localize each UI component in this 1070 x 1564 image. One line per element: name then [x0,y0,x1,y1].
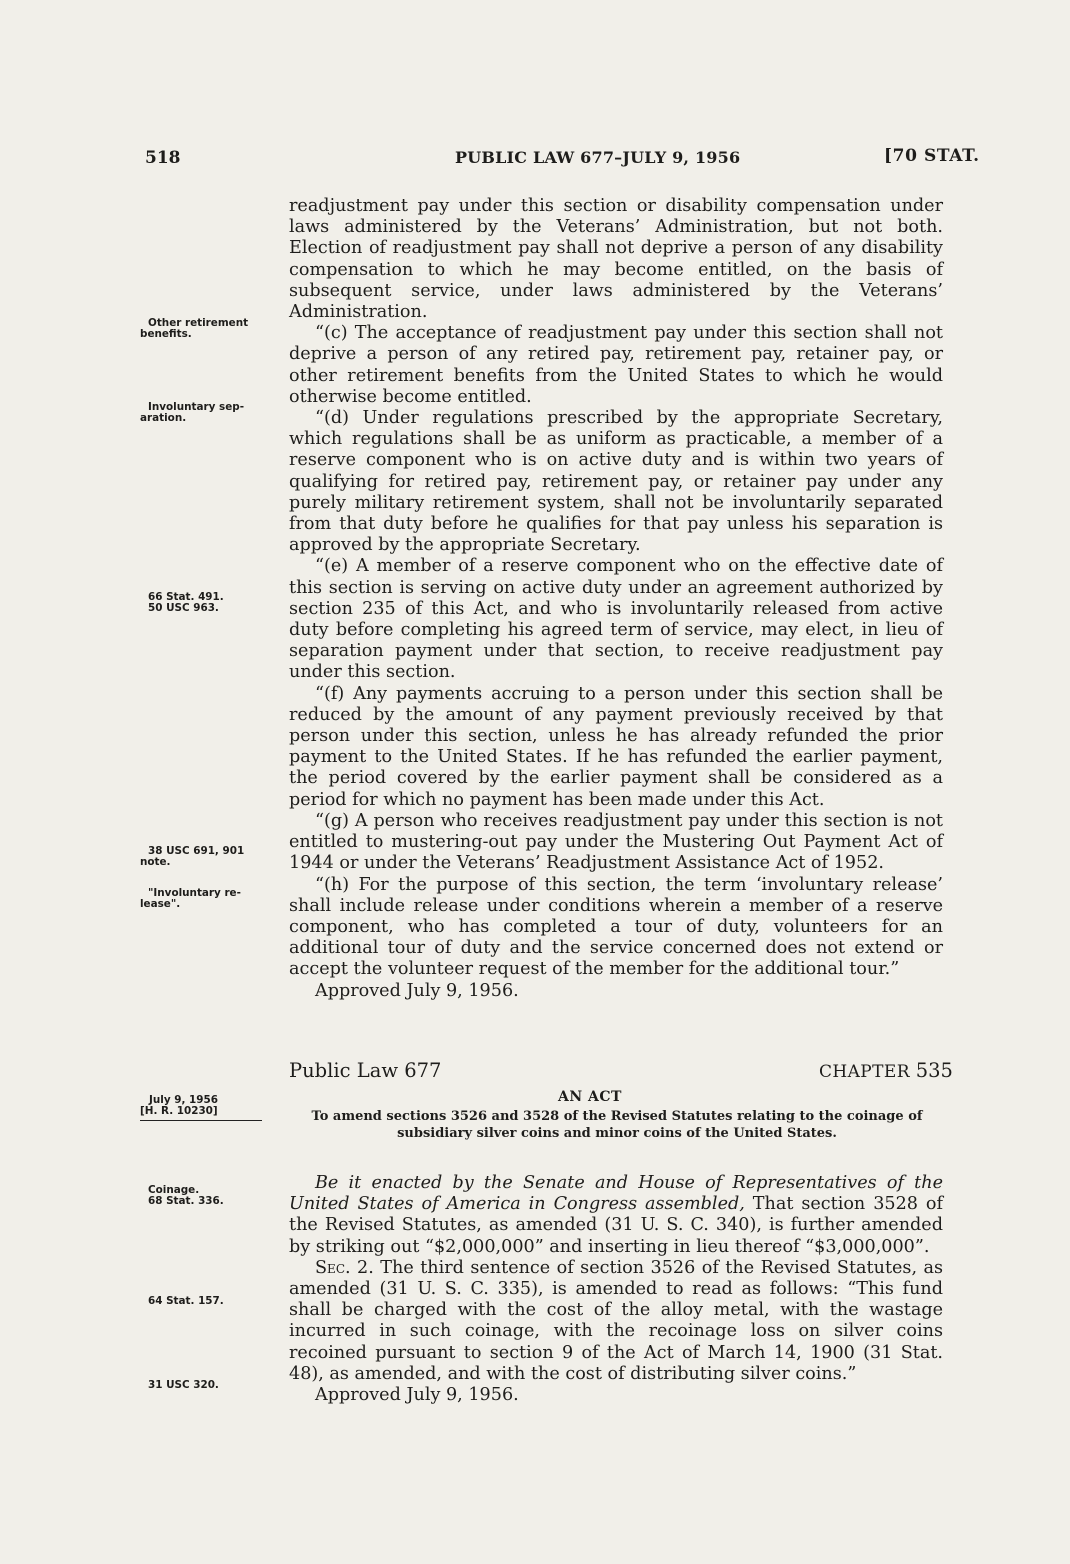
margin-note-involuntary-release: "Involuntary re- lease". [140,887,241,910]
chapter-label [819,1059,953,1082]
running-title: PUBLIC LAW 677–JULY 9, 1956 [455,148,741,167]
margin-note-other-retirement: Other retirement benefits. [140,317,249,340]
approval-line-2: Approved July 9, 1956. [315,1385,519,1406]
paragraph-g: “(g) A person who receives readjustment pay under this section is not entitled to mustering-out pay under the Mustering Out Payment Act of 1944 or under the Veterans’ Readjustment Assistance Act of 1952. [289,810,943,874]
section-2-label: Sec. 2. [315,1257,374,1278]
section-1-text: That section 3528 of the Revised Statutes, as amended (31 U. S. C. 340), is further amended by striking out “$2,000,000” and inserting in lieu thereof “$3,000,000”. [289,1194,944,1257]
act-title: To amend sections 3526 and 3528 of the Revised Statutes relating to the coinage of subsidiary silver coins and minor coins of the United States. [311,1109,923,1141]
public-law-label: Public Law 677 [289,1059,442,1082]
act-body [289,1173,943,1406]
chapter-number: 535 [915,1059,953,1082]
paragraph-d: “(d) Under regulations prescribed by the appropriate Secretary, which regulations shall be as uniform as practicable, a member of a reserve component who is on active duty and is within two years of qualifying for retired pay, retirement pay, or retainer pay under any purely military retirement system, shall not be involuntarily separated from that duty before he qualifies for that pay unless his separation is approved by the appropriate Secretary. [289,408,943,556]
margin-note-involuntary-separation: Involuntary sep- aration. [140,401,245,424]
bill-info: July 9, 1956 [H. R. 10230] [140,1095,262,1121]
margin-note-64-stat: 64 Stat. 157. [148,1295,224,1307]
chapter-word: CHAPTER [819,1062,910,1082]
page-number: 518 [145,148,181,168]
body-text [289,196,943,1002]
margin-note-66-stat: 66 Stat. 491. 50 USC 963. [148,591,224,614]
approval-line: Approved July 9, 1956. [315,980,519,1001]
margin-note-31-usc: 31 USC 320. [148,1379,219,1391]
margin-note-coinage: Coinage. 68 Stat. 336. [148,1184,224,1207]
act-heading: AN ACT [558,1089,622,1105]
margin-note-38-usc: 38 USC 691, 901 note. [140,845,245,868]
paragraph-e: “(e) A member of a reserve component who on the effective date of this section is serving on active duty under an agreement authorized by section 235 of this Act, and who is involuntarily released from active duty before completing his agreed term of service, may elect, in lieu of separation payment under that section, to receive readjustment pay under this section. [289,556,943,683]
paragraph-h: “(h) For the purpose of this section, the term ‘involuntary release’ shall include release under conditions wherein a member of a reserve component, who has completed a tour of duty, volunteers for an additional tour of duty and the service concerned does not extend or accept the volunteer request of the member for the additional tour.” [289,874,943,980]
section-1-paragraph [289,1173,943,1258]
section-2-paragraph [289,1258,943,1385]
volume-reference: [70 STAT. [884,146,980,166]
enacting-clause: Be it enacted by the Senate and House of Representatives of the United States of America in Congress assembled, [289,1173,943,1215]
paragraph-c: “(c) The acceptance of readjustment pay under this section shall not deprive a person of any retired pay, retirement pay, retainer pay, or other retirement benefits from the United States to which he would otherwise become entitled. [289,323,943,407]
paragraph-f: “(f) Any payments accruing to a person under this section shall be reduced by the amount of any payment previously received by that person under this section, unless he has already refunded the prior payment to the United States. If he has refunded the earlier payment, the period covered by the earlier payment shall be considered as a period for which no payment has been made under this Act. [289,683,943,810]
continuation-paragraph: readjustment pay under this section or disability compensation under laws administered by the Veterans’ Administration, but not both. Election of readjustment pay shall not deprive a person of any disability compensation to which he may become entitled, on the basis of subsequent service, under laws administered by the Veterans’ Administration. [289,196,943,323]
section-2-text: The third sentence of section 3526 of the Revised Statutes, as amended (31 U. S. C. 335), is amended to read as follows: “This fund shall be charged with the cost of the alloy metal, with the wastage incurred in such coinage, with the recoinage loss on silver coins recoined pursuant to section 9 of the Act of March 14, 1900 (31 Stat. 48), as amended, and with the cost of distributing silver coins.” [289,1257,944,1384]
